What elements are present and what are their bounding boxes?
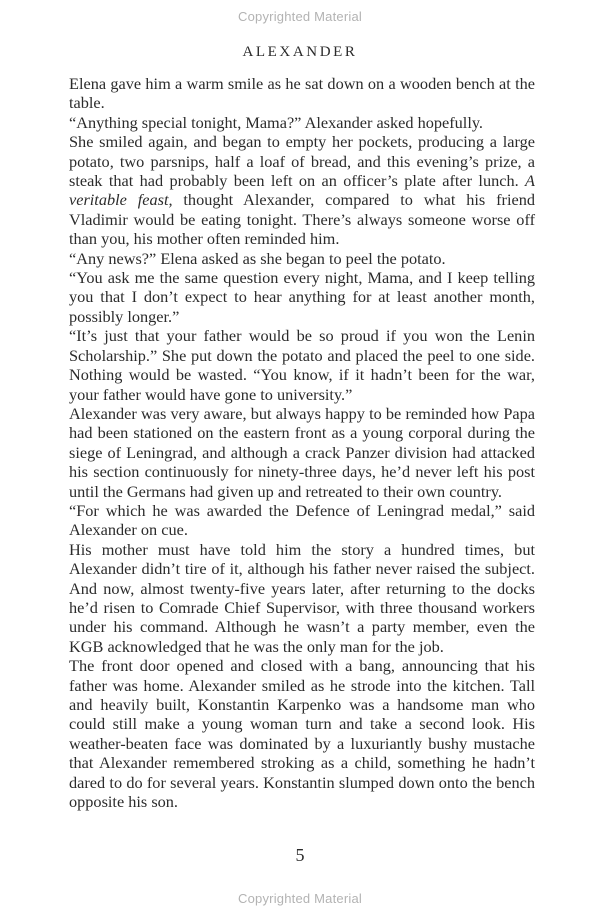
paragraph: The front door opened and closed with a bang, announcing that his father was home. Alexander smiled as he strode into the kitchen. Tall and heavily built, Konstantin Karpenko was a handsome man who could still make a young woman turn and take a second look. His weather-beaten face was dominated by a luxuriantly bushy mustache that Alexander remembered stroking as a child, something he hadn’t dared to do for several years. Konstantin slumped down onto the bench opposite his son.	[69, 656, 535, 812]
paragraph: “For which he was awarded the Defence of Leningrad medal,” said Alexander on cue.	[69, 500, 535, 540]
paragraph: “You ask me the same question every night, Mama, and I keep telling you that I don’t expect to hear anything for at least another month, possibly longer.”	[69, 268, 535, 326]
paragraph	[69, 132, 535, 248]
paragraph-text: She smiled again, and began to empty her pockets, producing a large potato, two parsnips, half a loaf of bread, and this evening’s prize, a steak that had probably been left on an officer’s plate after lunch.	[69, 132, 535, 191]
paragraph-text: thought Alexander, compared to what his friend Vladimir would be eating tonight. There’s always someone worse off than you, his mother often reminded him.	[69, 190, 535, 249]
copyright-watermark-bottom: Copyrighted Material	[238, 891, 362, 906]
paragraph: Alexander was very aware, but always happy to be reminded how Papa had been stationed on the eastern front as a young corporal during the siege of Leningrad, and although a crack Panzer division had attacked his section continuously for ninety-three days, he’d never left his post until the Germans had given up and retreated to their own country.	[69, 403, 535, 501]
paragraph: His mother must have told him the story a hundred times, but Alexander didn’t tire of it, although his father never raised the subject. And now, almost twenty-five years later, after returning to the docks he’d risen to Comrade Chief Supervisor, with three thousand workers under his command. Although he wasn’t a party member, even the KGB acknowledged that he was the only man for the job.	[69, 539, 535, 656]
paragraph: “Anything special tonight, Mama?” Alexander asked hopefully.	[69, 112, 483, 132]
paragraph: “Any news?” Elena asked as she began to peel the potato.	[69, 248, 446, 268]
paragraph: Elena gave him a warm smile as he sat down on a wooden bench at the table.	[69, 74, 535, 113]
paragraph: “It’s just that your father would be so proud if you won the Lenin Scholarship.” She put down the potato and placed the peel to one side. Nothing would be wasted. “You know, if it hadn’t been for the war, your father would have gone to university.”	[69, 326, 535, 404]
copyright-watermark-top: Copyrighted Material	[238, 9, 362, 24]
italic-phrase: A veritable feast,	[69, 171, 535, 210]
body-text	[69, 74, 535, 811]
page-number: 5	[295, 845, 305, 865]
running-head: ALEXANDER	[242, 44, 358, 60]
